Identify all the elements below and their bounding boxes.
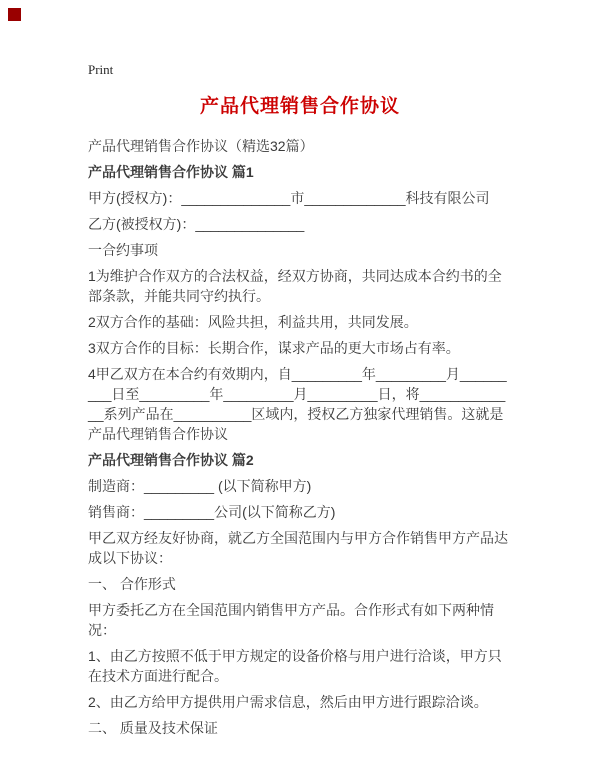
- page-title: 产品代理销售合作协议: [199, 96, 400, 117]
- section-heading: 产品代理销售合作协议 篇1: [88, 164, 254, 180]
- paragraph: 一、 合作形式: [88, 576, 176, 592]
- paragraph: 一合约事项: [88, 242, 158, 258]
- paragraph: 4甲乙双方在本合约有效期内，自_________年_________月_________日至_________年_________月_________日，将_____________系列产品在__________区域内，授权乙方独家代理销售。这就是产品代理销售合作协议: [88, 366, 507, 442]
- paragraph: 1、由乙方按照不低于甲方规定的设备价格与用户进行洽谈，甲方只在技术方面进行配合。: [88, 648, 502, 684]
- paragraph: 乙方(被授权方)：______________: [88, 216, 305, 232]
- print-link[interactable]: Print: [88, 62, 114, 77]
- document-page: [88, 0, 512, 744]
- paragraph: 2双方合作的基础：风险共担，利益共用，共同发展。: [88, 314, 418, 330]
- paragraph: 1为维护合作双方的合法权益，经双方协商，共同达成本合约书的全部条款，并能共同守约执行。: [88, 268, 502, 304]
- paragraph: 甲方委托乙方在全国范围内销售甲方产品。合作形式有如下两种情况：: [88, 602, 494, 638]
- document-subtitle: 产品代理销售合作协议（精选32篇）: [88, 138, 314, 154]
- paragraph: 甲方(授权方)：______________市_____________科技有限公司: [88, 190, 490, 206]
- document-body: [88, 162, 512, 738]
- corner-marker: [8, 8, 21, 21]
- section-heading: 产品代理销售合作协议 篇2: [88, 452, 254, 468]
- paragraph: 3双方合作的目标：长期合作，谋求产品的更大市场占有率。: [88, 340, 460, 356]
- paragraph: 2、由乙方给甲方提供用户需求信息，然后由甲方进行跟踪洽谈。: [88, 694, 488, 710]
- paragraph: 销售商：_________公司(以下简称乙方): [88, 504, 336, 520]
- paragraph: 甲乙双方经友好协商，就乙方全国范围内与甲方合作销售甲方产品达成以下协议：: [88, 530, 508, 566]
- paragraph: 二、 质量及技术保证: [88, 720, 218, 736]
- paragraph: 制造商：_________ (以下简称甲方): [88, 478, 312, 494]
